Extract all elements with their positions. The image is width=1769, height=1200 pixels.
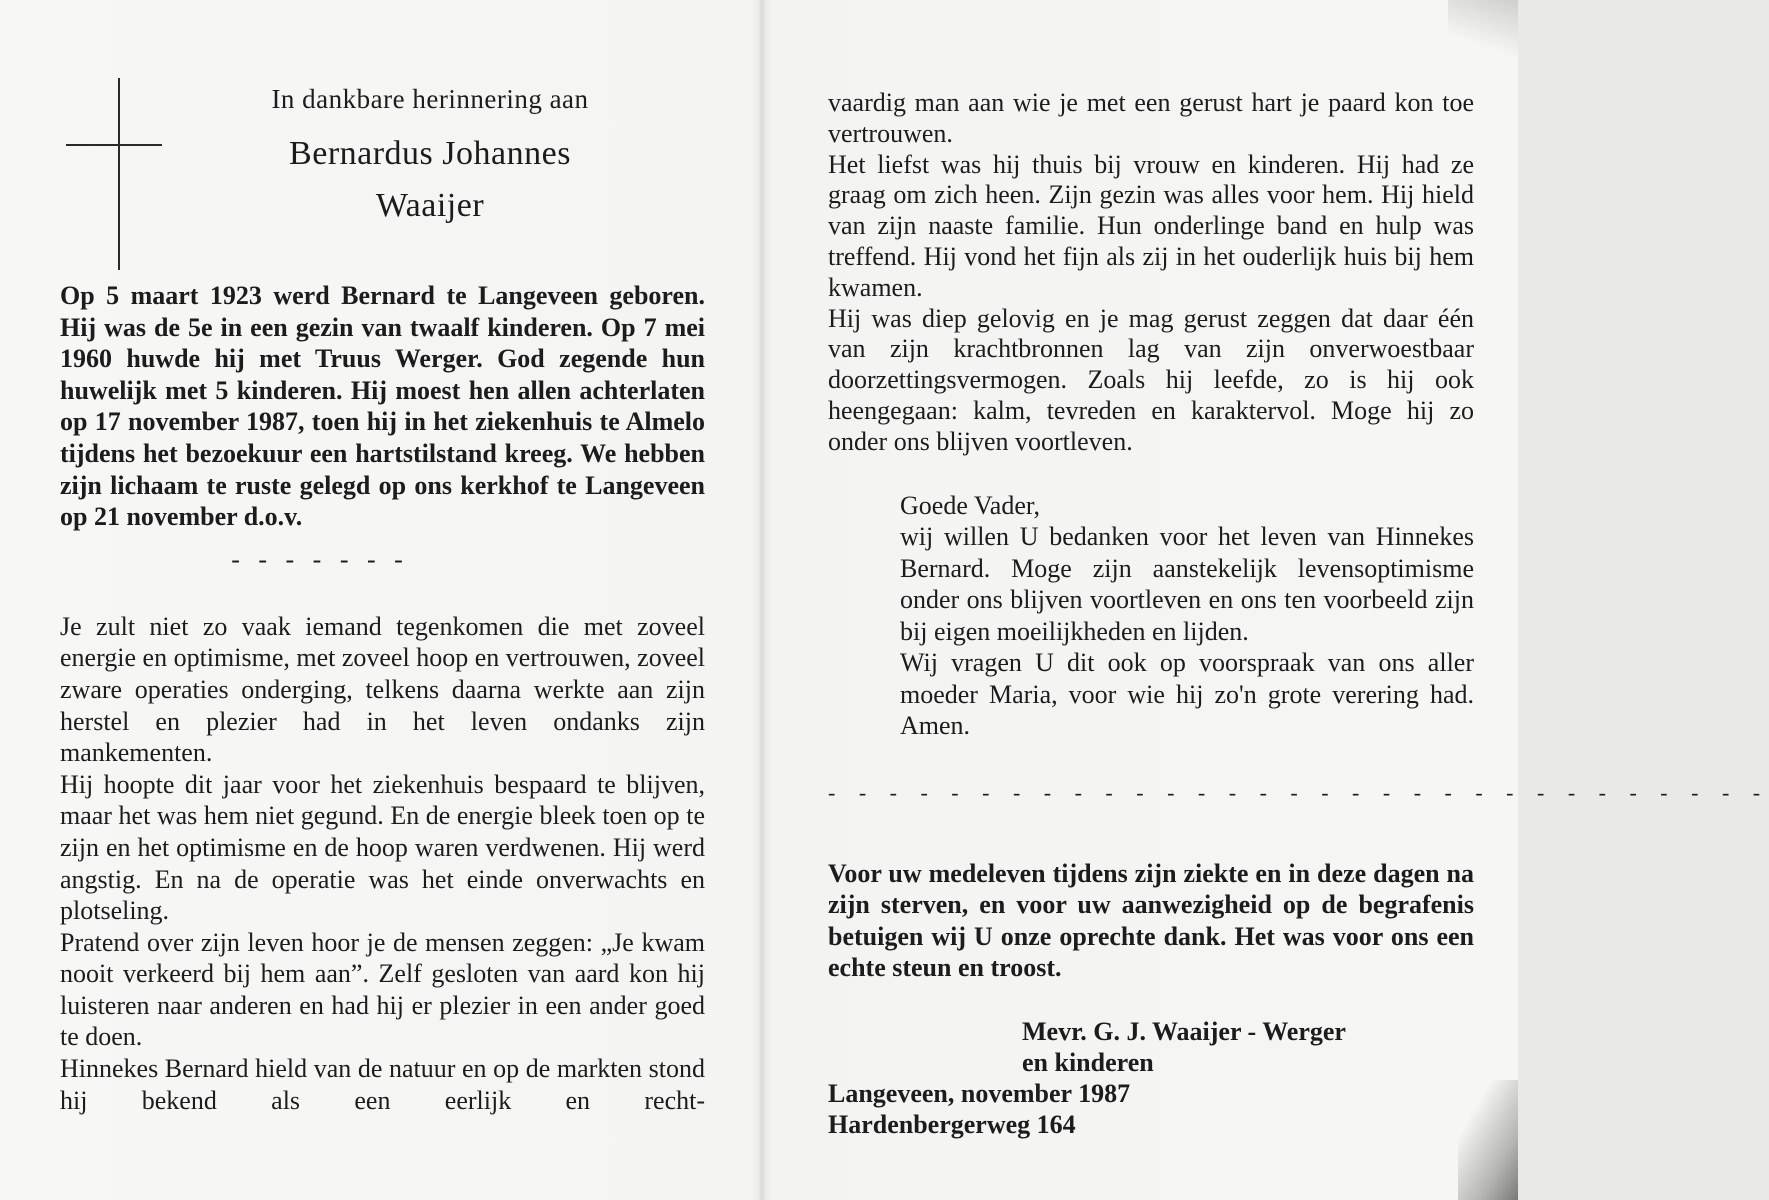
- name-line-1: Bernardus Johannes: [289, 135, 571, 172]
- separator-long: - - - - - - - - - - - - - - - - - - - - - - - - - - - - - - -: [828, 779, 1769, 805]
- right-page: [828, 88, 1769, 1140]
- tribute-text: [60, 611, 705, 1117]
- tribute-paragraph: Hij hoopte dit jaar voor het ziekenhuis bespaard te blijven, maar het was hem niet gegund. En de energie bleek toen op te zijn en het optimisme en de hoop waren verdwenen. Hij werd angstig. En na de operatie was het einde onverwachts en plotseling.: [60, 769, 705, 926]
- prayer-opening: Goede Vader,: [900, 490, 1040, 520]
- tribute-paragraph: vaardig man aan wie je met een gerust hart je paard kon toe vertrouwen.: [828, 88, 1474, 148]
- intro-text: In dankbare herinnering aan: [271, 84, 589, 114]
- tribute-paragraph: Je zult niet zo vaak iemand tegenkomen die met zoveel energie en optimisme, met zoveel hoop en vertrouwen, zoveel zware operaties onderging, telkens daarna werkte aan zijn herstel en plezier had in het leven ondanks zijn mankementen.: [60, 611, 705, 768]
- card-fold: [758, 0, 766, 1200]
- biography: Op 5 maart 1923 werd Bernard te Langeveen geboren. Hij was de 5e in een gezin van twaalf kinderen. Op 7 mei 1960 huwde hij met Truus Werger. God zegende hun huwelijk met 5 kinderen. Hij moest hen allen achterlaten op 17 november 1987, toen hij in het ziekenhuis te Almelo tijdens het bezoekuur een hartstilstand kreeg. We hebben zijn lichaam te ruste gelegd op ons kerkhof te Langeveen op 21 november d.o.v.: [60, 281, 705, 532]
- thanks-text: Voor uw medeleven tijdens zijn ziekte en in deze dagen na zijn sterven, en voor uw aanwezigheid op de begrafenis betuigen wij U onze oprechte dank. Het was voor ons een echte steun en troost.: [828, 858, 1474, 983]
- name-line-2: Waaijer: [375, 187, 485, 224]
- signature: [1022, 1016, 1474, 1078]
- tribute-continued: [828, 88, 1474, 458]
- deceased-name: [240, 128, 620, 232]
- prayer: [900, 490, 1474, 742]
- left-page: [60, 80, 705, 1116]
- tribute-paragraph: Pratend over zijn leven hoor je de mensen zeggen: „Je kwam nooit verkeerd bij hem aan”. Zelf gesloten van aard kon hij luisteren naar anderen en had hij er plezier in een ander goed te doen.: [60, 927, 705, 1052]
- tribute-paragraph: Hinnekes Bernard hield van de natuur en op de markten stond hij bekend als een eerlijk en recht-: [60, 1054, 705, 1115]
- signature-line-2: en kinderen: [1022, 1047, 1154, 1077]
- place-date: Langeveen, november 1987: [828, 1078, 1131, 1108]
- tribute-paragraph: Het liefst was hij thuis bij vrouw en kinderen. Hij had ze graag om zich heen. Zijn gezin was alles voor hem. Hij hield van zijn naaste familie. Hun onderlinge band en hulp was treffend. Hij vond het fijn als zij in het ouderlijk huis bij hem kwamen.: [828, 149, 1474, 302]
- prayer-paragraph: wij willen U bedanken voor het leven van Hinnekes Bernard. Moge zijn aanstekelijk levensoptimisme onder ons blijven voortleven en ons ten voorbeeld zijn bij eigen moeilijkheden en lijden.: [900, 522, 1474, 646]
- address: Hardenbergerweg 164: [828, 1109, 1076, 1139]
- place-and-address: [828, 1078, 1474, 1140]
- signature-line-1: Mevr. G. J. Waaijer - Werger: [1022, 1016, 1346, 1046]
- paper-edge-top: [1448, 0, 1518, 60]
- separator-short: - - - - - - -: [231, 544, 409, 574]
- prayer-paragraph: Wij vragen U dit ook op voorspraak van ons aller moeder Maria, voor wie hij zo'n grote verering had. Amen.: [900, 648, 1474, 741]
- tribute-paragraph: Hij was diep gelovig en je mag gerust zeggen dat daar één van zijn krachtbronnen lag van zijn onverwoestbaar doorzettingsvermogen. Zoals hij leefde, zo is hij ook heengegaan: kalm, tevreden en karaktervol. Moge hij zo onder ons blijven voortleven.: [828, 303, 1474, 456]
